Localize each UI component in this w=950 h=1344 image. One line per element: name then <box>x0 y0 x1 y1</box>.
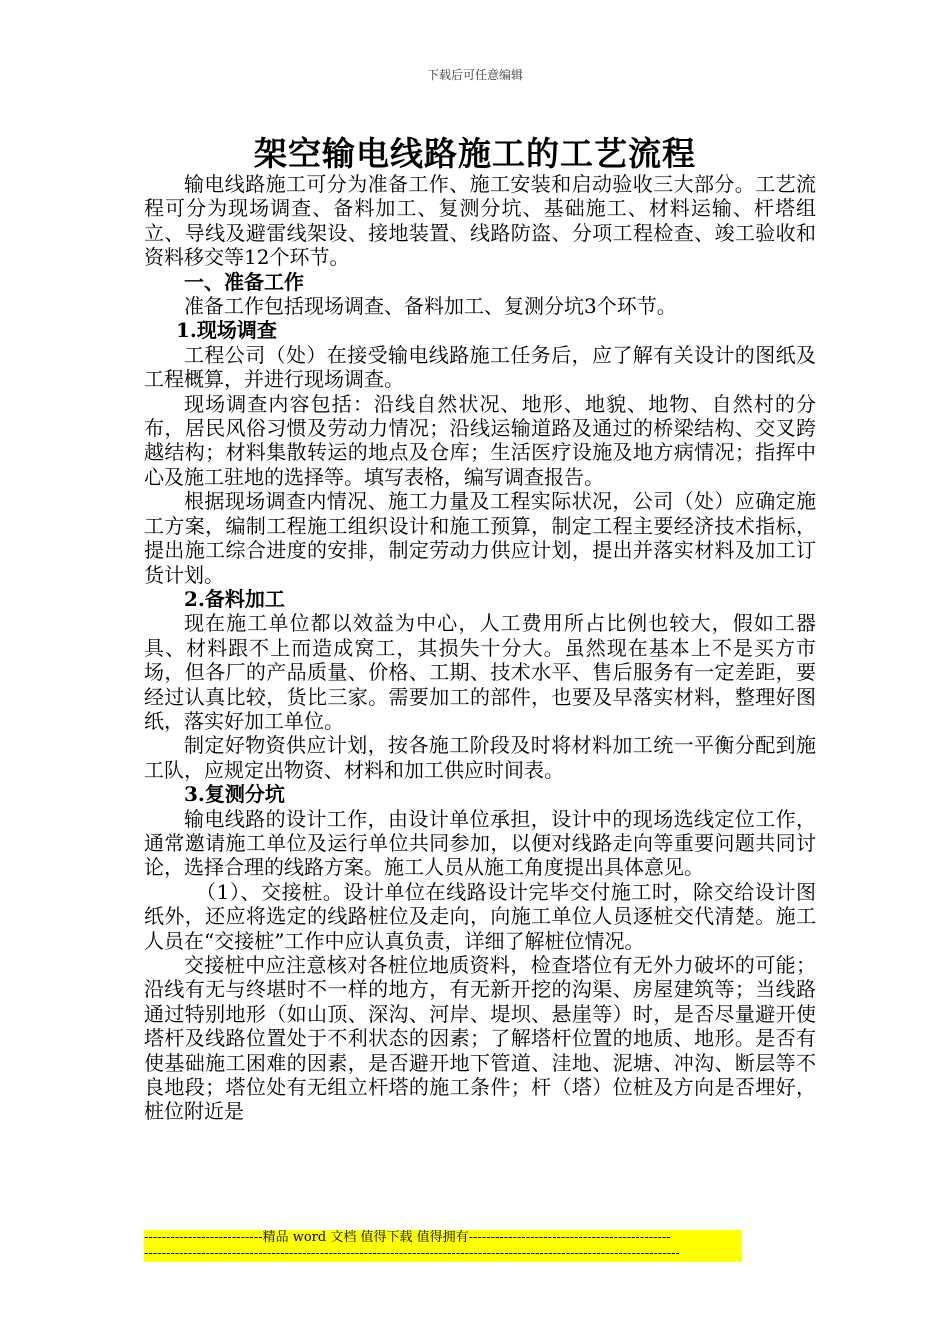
paragraph: 现场调查内容包括：沿线自然状况、地形、地貌、地物、自然村的分布，居民风俗习惯及劳动力情况；沿线运输道路及通过的桥梁结构、交叉跨越结构；材料集散转运的地点及仓库；生活医疗设施及地方病情况；指挥中心及施工驻地的选择等。填写表格，编写调查报告。 <box>144 391 816 489</box>
paragraph: 工程公司（处）在接受输电线路施工任务后，应了解有关设计的图纸及工程概算，并进行现场调查。 <box>144 342 816 392</box>
paragraph: 现在施工单位都以效益为中心，人工费用所占比例也较大，假如工器具、材料跟不上而造成窝工，其损失十分大。虽然现在基本上不是买方市场，但各厂的产品质量、价格、工期、技术水平、售后服务有一定差距，要经过认真比较，货比三家。需要加工的部件，也要及早落实材料，整理好图纸，落实好加工单位。 <box>144 611 816 733</box>
section-summary: 准备工作包括现场调查、备料加工、复测分坑3个环节。 <box>184 294 677 319</box>
subsection-heading-survey-pits: 3.复测分坑 <box>184 782 285 807</box>
intro-paragraph: 输电线路施工可分为准备工作、施工安装和启动验收三大部分。工艺流程可分为现场调查、备料加工、复测分坑、基础施工、材料运输、杆塔组立、导线及避雷线架设、接地装置、线路防盗、分项工程检查、竣工验收和资料移交等12个环节。 <box>144 172 816 270</box>
paragraph: 制定好物资供应计划，按各施工阶段及时将材料加工统一平衡分配到施工队，应规定出物资、材料和加工供应时间表。 <box>144 733 816 782</box>
footer-banner <box>144 1230 742 1262</box>
section-heading-preparation: 一、准备工作 <box>184 269 304 294</box>
document-body <box>144 172 816 1124</box>
document-title: 架空输电线路施工的工艺流程 <box>254 134 696 173</box>
paragraph: （1）、交接桩。设计单位在线路设计完毕交付施工时，除交给设计图纸外，还应将选定的线路桩位及走向，向施工单位人员逐桩交代清楚。施工人员在“交接桩”工作中应认真负责，详细了解桩位情况。 <box>144 879 816 953</box>
footer-line: ---------------------------精品 word 文档 值得下载 值得拥有---------------------------------------------- <box>144 1230 742 1246</box>
paragraph: 输电线路的设计工作，由设计单位承担，设计中的现场选线定位工作，通常邀请施工单位及运行单位共同参加，以便对线路走向等重要问题共同讨论，选择合理的线路方案。施工人员从施工角度提出具体意见。 <box>144 806 816 880</box>
subsection-heading-site-survey: 1.现场调查 <box>176 318 277 343</box>
footer-line: -------------------------------------------------------------------------------------------------------------------------- <box>144 1246 742 1262</box>
paragraph: 根据现场调查内情况、施工力量及工程实际状况，公司（处）应确定施工方案，编制工程施工组织设计和施工预算，制定工程主要经济技术指标，提出施工综合进度的安排，制定劳动力供应计划，提出并落实材料及加工订货计划。 <box>144 489 816 587</box>
header-note: 下载后可任意编辑 <box>426 68 523 82</box>
subsection-heading-materials: 2.备料加工 <box>184 586 285 611</box>
paragraph: 交接桩中应注意核对各桩位地质资料，检查塔位有无外力破坏的可能；沿线有无与终堪时不一样的地方，有无新开挖的沟渠、房屋建筑等；当线路通过特别地形（如山顶、深沟、河岸、堤坝、悬崖等）时，是否尽量避开使塔杆及线路位置处于不利状态的因素；了解塔杆位置的地质、地形。是否有使基础施工困难的因素，是否避开地下管道、洼地、泥塘、冲沟、断层等不良地段；塔位处有无组立杆塔的施工条件；杆（塔）位桩及方向是否埋好，桩位附近是 <box>144 953 816 1124</box>
